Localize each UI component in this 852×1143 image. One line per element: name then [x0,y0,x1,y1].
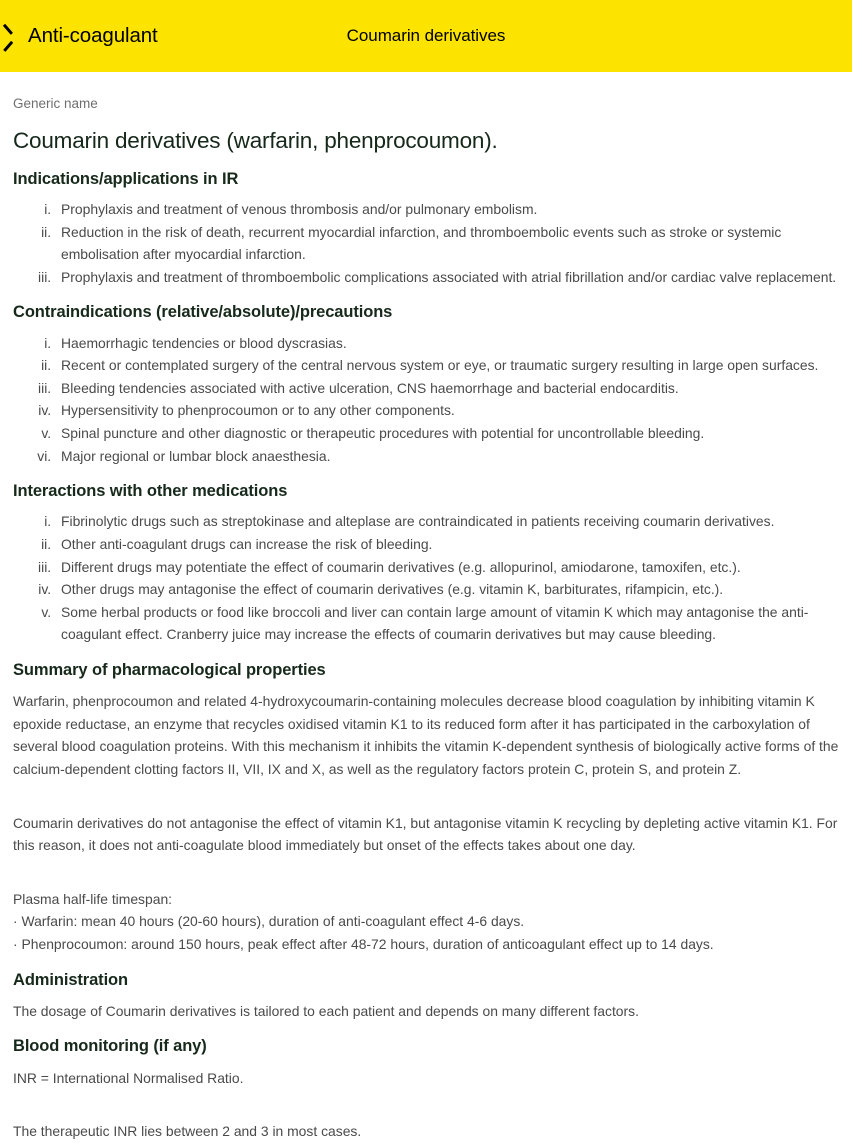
section-heading: Blood monitoring (if any) [13,1037,207,1056]
list-item: iii. Prophylaxis and treatment of thromboembolic complications associated with atrial fibrillation and/or cardiac valve replacement. [55,266,839,289]
section-heading: Interactions with other medications [13,482,288,501]
list-item: iii. Different drugs may potentiate the effect of coumarin derivatives (e.g. allopurinol, amiodarone, tamoxifen, etc.). [55,556,839,579]
section-contraindications [13,301,839,467]
summary-paragraph-1: Warfarin, phenprocoumon and related 4-hydroxycoumarin-containing molecules decrease blood coagulation by inhibiting vitamin K epoxide reductase, an enzyme that recycles oxidised vitamin K1 to its reduced form after it has participated in the carboxylation of several blood coagulation proteins. With this mechanism it inhibits the vitamin K-dependent synthesis of biologically active forms of the calcium-dependent clotting factors II, VII, IX and X, as well as the regulatory factors protein C, protein S, and protein Z. [13,693,839,778]
list-item: i. Haemorrhagic tendencies or blood dyscrasias. [55,332,839,355]
halflife-item: · Warfarin: mean 40 hours (20-60 hours), duration of anti-coagulant effect 4-6 days. [13,913,525,930]
monitoring-paragraph-1: INR = International Normalised Ratio. [13,1069,244,1086]
contraindications-list [13,332,839,468]
back-button-label: Anti-coagulant [28,23,158,47]
section-interactions [13,480,839,646]
monitoring-paragraph-2: The therapeutic INR lies between 2 and 3 in most cases. [13,1123,362,1140]
section-administration [13,969,839,1023]
halflife-item: · Phenprocoumon: around 150 hours, peak effect after 48-72 hours, duration of anticoagulant effect up to 14 days. [13,935,714,952]
section-indications [13,168,839,289]
drug-title: Coumarin derivatives (warfarin, phenprocoumon). [13,127,498,153]
section-heading: Summary of pharmacological properties [13,660,326,679]
list-item: ii. Recent or contemplated surgery of the central nervous system or eye, or traumatic surgery resulting in large open surfaces. [55,354,839,377]
section-heading: Contraindications (relative/absolute)/precautions [13,303,393,322]
halflife-label: Plasma half-life timespan: [13,890,173,907]
indications-list [13,198,839,288]
section-heading: Administration [13,970,129,989]
administration-paragraph: The dosage of Coumarin derivatives is tailored to each patient and depends on many different factors. [13,1002,639,1019]
navigation-bar [0,0,852,72]
list-item: iv. Other drugs may antagonise the effect of coumarin derivatives (e.g. vitamin K, barbiturates, rifampicin, etc.). [55,578,839,601]
list-item: i. Fibrinolytic drugs such as streptokinase and alteplase are contraindicated in patients receiving coumarin derivatives. [55,510,839,533]
document-content [0,95,852,1143]
list-item: iii. Bleeding tendencies associated with active ulceration, CNS haemorrhage and bacterial endocarditis. [55,377,839,400]
summary-paragraph-2: Coumarin derivatives do not antagonise the effect of vitamin K1, but antagonise vitamin K recycling by depleting active vitamin K1. For this reason, it does not anti-coagulate blood immediately but onset of the effects takes about one day. [13,814,838,854]
page-title: Coumarin derivatives [346,26,506,45]
list-item: i. Prophylaxis and treatment of venous thrombosis and/or pulmonary embolism. [55,198,839,221]
list-item: v. Some herbal products or food like broccoli and liver can contain large amount of vitamin K which may antagonise the anti-coagulant effect. Cranberry juice may increase the effects of coumarin derivatives but may cause bleeding. [55,601,839,646]
section-blood-monitoring [13,1035,839,1142]
list-item: ii. Reduction in the risk of death, recurrent myocardial infarction, and thromboembolic events such as stroke or systemic embolisation after myocardial infarction. [55,221,839,266]
section-summary [13,659,839,956]
generic-name-label: Generic name [13,96,98,111]
interactions-list [13,510,839,646]
list-item: vi. Major regional or lumbar block anaesthesia. [55,445,839,468]
section-heading: Indications/applications in IR [13,169,239,188]
list-item: iv. Hypersensitivity to phenprocoumon or to any other components. [55,399,839,422]
list-item: v. Spinal puncture and other diagnostic or therapeutic procedures with potential for uncontrollable bleeding. [55,422,839,445]
list-item: ii. Other anti-coagulant drugs can increase the risk of bleeding. [55,533,839,556]
